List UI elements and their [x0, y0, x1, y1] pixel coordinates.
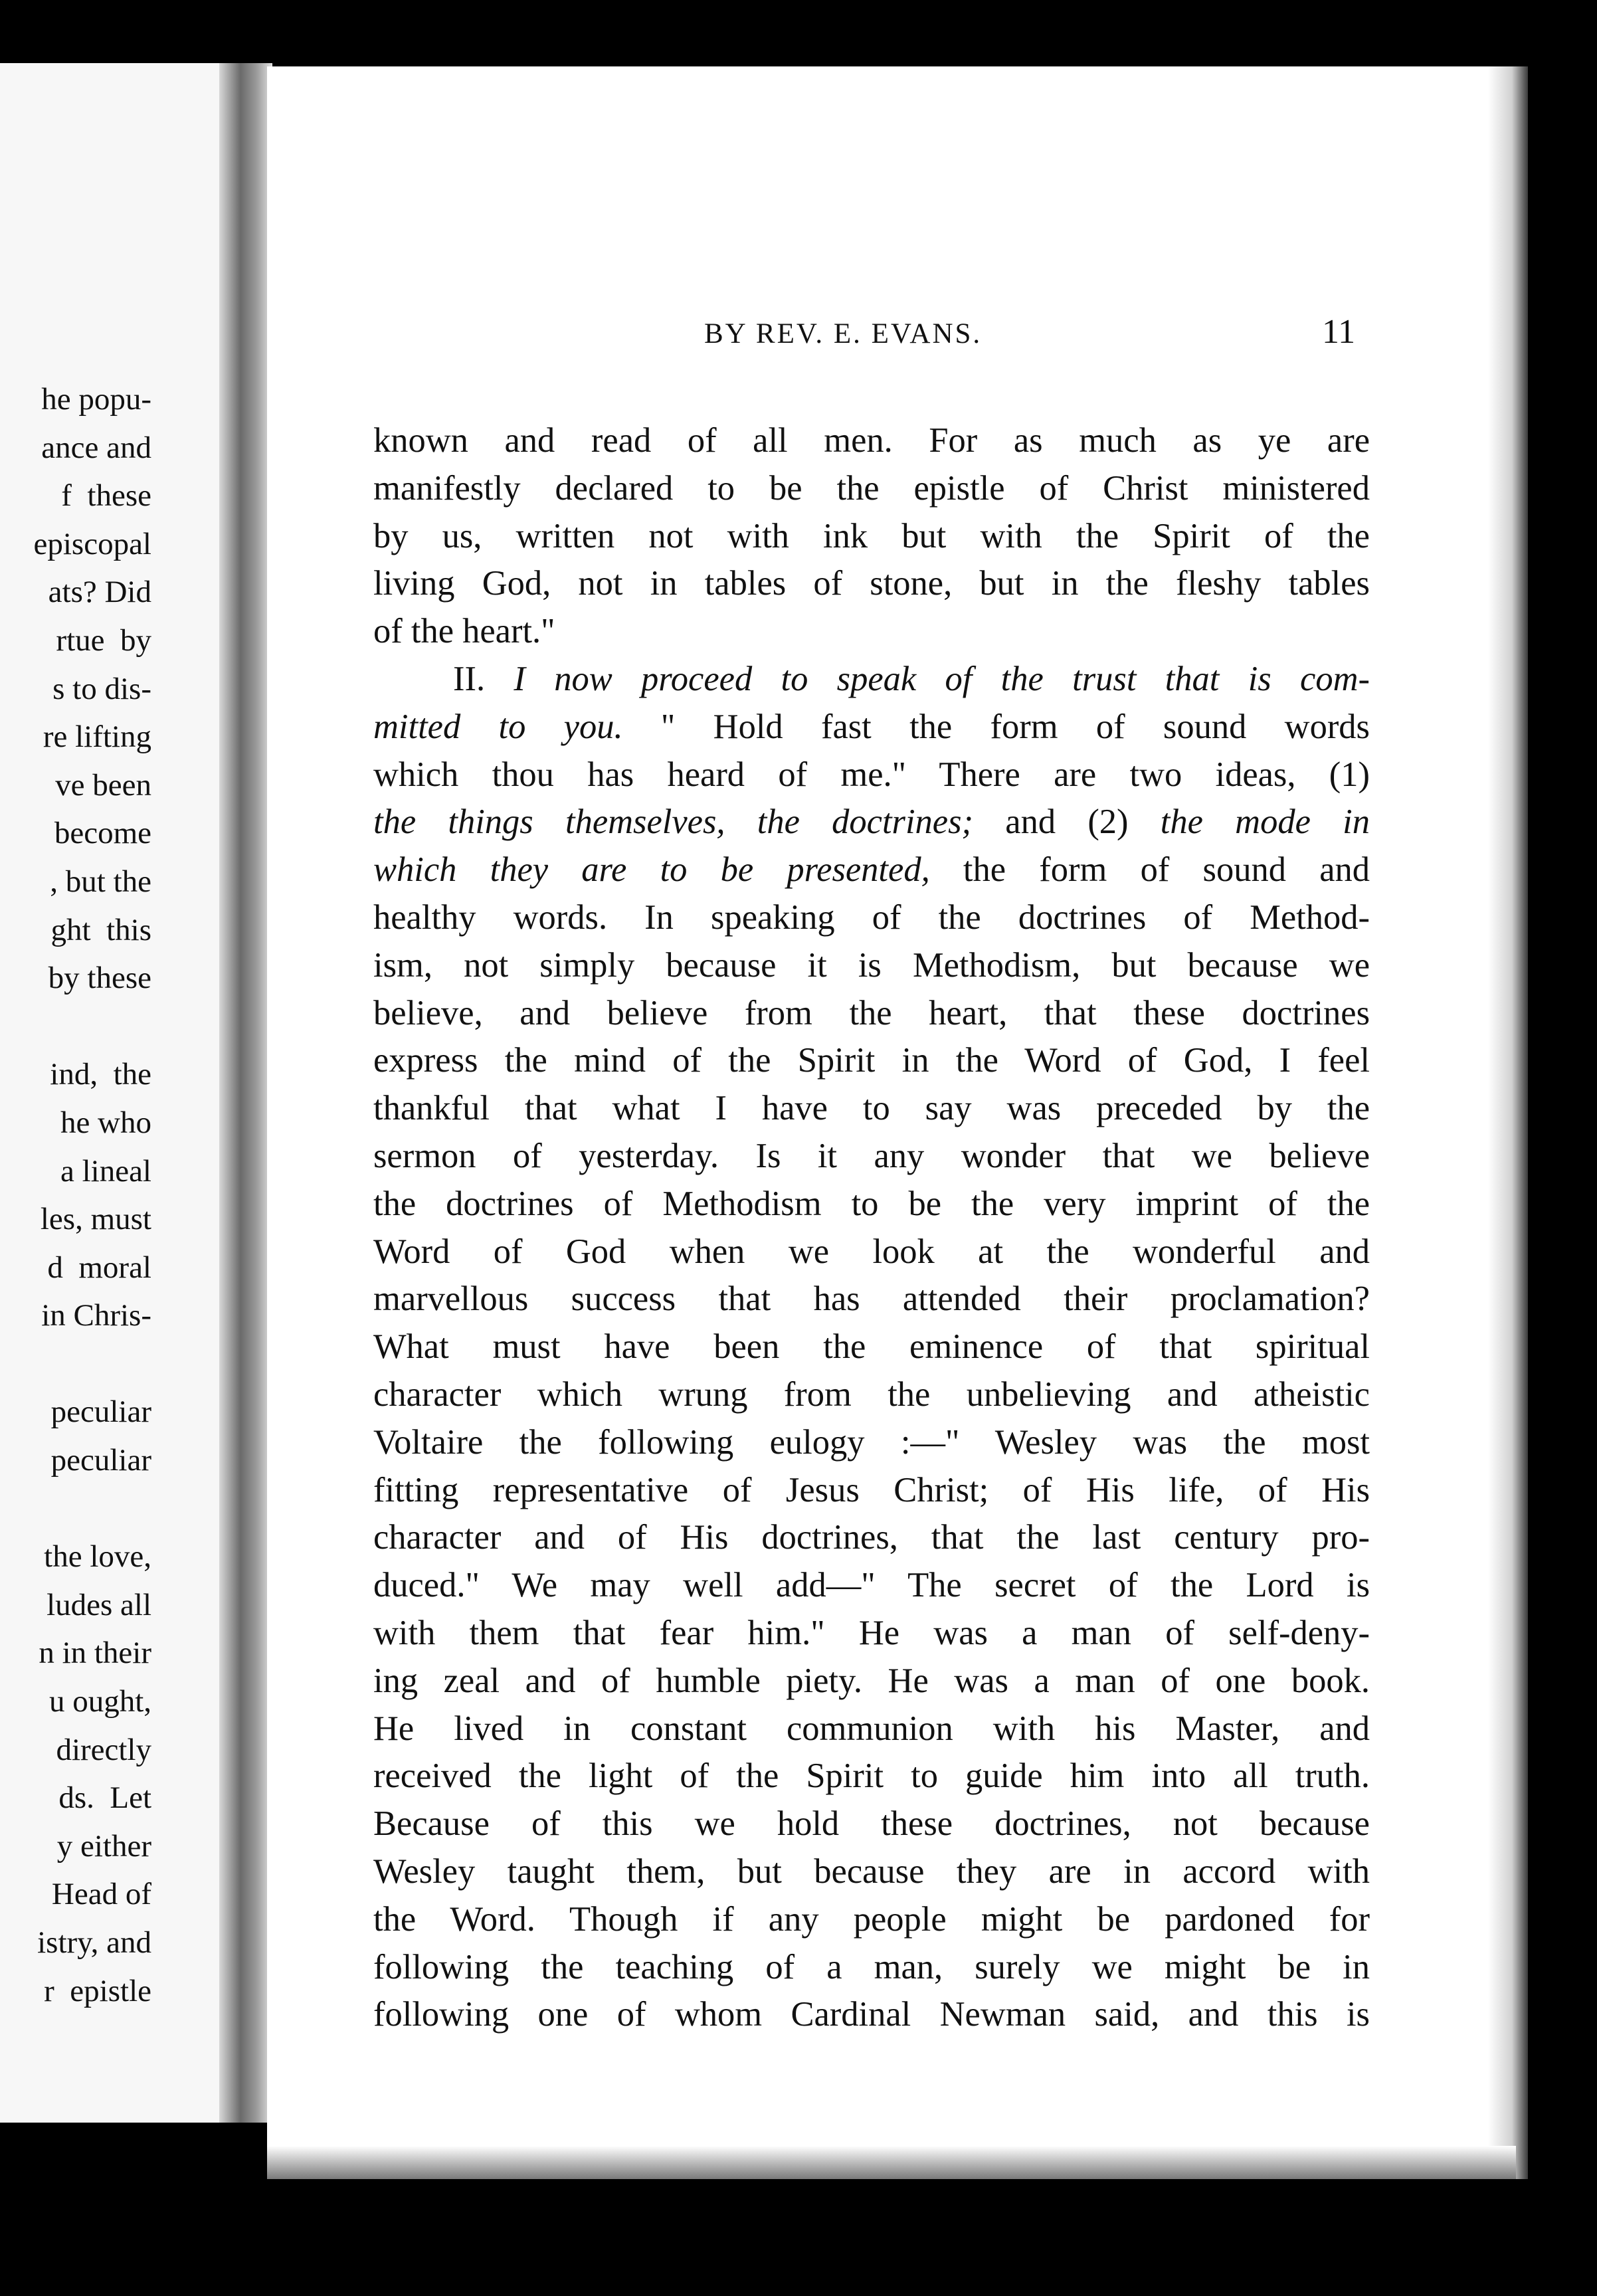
- previous-page-line: directly: [56, 1732, 151, 1767]
- previous-page-line: peculiar: [50, 1394, 151, 1430]
- text-line: following the teaching of a man, surely we might be in: [373, 1947, 1370, 1986]
- text-line: believe, and believe from the heart, that these doctrines: [373, 993, 1370, 1032]
- previous-page-line: the love,: [44, 1539, 151, 1575]
- text-run: " Hold fast the form of sound words: [622, 707, 1370, 746]
- previous-page-line: [0, 1485, 151, 1533]
- previous-page-line: ludes all: [47, 1587, 151, 1622]
- text-line: express the mind of the Spirit in the Word of God, I feel: [373, 1041, 1370, 1080]
- previous-page-line: d moral: [47, 1250, 151, 1285]
- previous-page-text: [0, 375, 151, 2015]
- previous-page-line: s to dis-: [52, 671, 151, 706]
- previous-page-line: he popu-: [41, 382, 151, 417]
- text-line: with them that fear him." He was a man of self-deny-: [373, 1613, 1370, 1652]
- previous-page-line: become: [54, 816, 151, 851]
- text-line: [373, 656, 1370, 704]
- text-line: Because of this we hold these doctrines, not because: [373, 1804, 1370, 1844]
- previous-page-line: les, must: [40, 1202, 151, 1237]
- previous-page-line: f these: [61, 478, 151, 514]
- previous-page-line: [0, 1340, 151, 1388]
- page-edge-shadow: [1488, 66, 1528, 2179]
- text-line: Word of God when we look at the wonderful and: [373, 1232, 1370, 1271]
- previous-page-line: a lineal: [60, 1153, 151, 1189]
- text-line: marvellous success that has attended their proclamation?: [373, 1280, 1370, 1319]
- section-number: II.: [453, 659, 514, 698]
- text-line: received the light of the Spirit to guide him into all truth.: [373, 1757, 1370, 1796]
- previous-page-line: y either: [56, 1828, 151, 1864]
- previous-page-line: rtue by: [56, 622, 151, 658]
- previous-page-line: ght this: [50, 912, 151, 947]
- text-run: and (2): [973, 803, 1161, 842]
- running-head: BY REV. E. EVANS.: [704, 318, 983, 349]
- text-run: the form of sound and: [929, 850, 1370, 890]
- italic-phrase: which they are to be presented,: [373, 850, 930, 890]
- italic-phrase: mitted to you.: [373, 707, 623, 746]
- previous-page-line: [0, 1003, 151, 1051]
- previous-page-line: episcopal: [33, 526, 151, 561]
- text-line: [373, 846, 1370, 894]
- previous-page-line: u ought,: [48, 1684, 151, 1719]
- text-line: following one of whom Cardinal Newman said, and this is: [373, 1995, 1370, 2034]
- italic-phrase: the mode in: [1160, 803, 1370, 842]
- text-line: of the heart.": [373, 612, 555, 651]
- previous-page-line: peculiar: [50, 1443, 151, 1478]
- text-line: living God, not in tables of stone, but in the fleshy tables: [373, 564, 1370, 603]
- text-line: healthy words. In speaking of the doctrines of Method-: [373, 898, 1370, 937]
- text-line: manifestly declared to be the epistle of Christ ministered: [373, 468, 1370, 508]
- text-line: thankful that what I have to say was preceded by the: [373, 1089, 1370, 1128]
- text-line: Wesley taught them, but because they are in accord with: [373, 1852, 1370, 1891]
- text-line: known and read of all men. For as much as ye are: [373, 421, 1370, 460]
- text-line: fitting representative of Jesus Christ; of His life, of His: [373, 1470, 1370, 1509]
- text-line: sermon of yesterday. Is it any wonder that we believe: [373, 1136, 1370, 1175]
- previous-page-line: , but the: [50, 864, 151, 899]
- book-gutter: [219, 63, 272, 2123]
- previous-page-line: re lifting: [43, 719, 151, 755]
- previous-page-line: ats? Did: [48, 575, 151, 610]
- text-line: ism, not simply because it is Methodism, but because we: [373, 945, 1370, 985]
- page-bottom-shadow: [267, 2146, 1516, 2179]
- previous-page-line: ance and: [41, 430, 151, 465]
- body-text: [373, 417, 1370, 2039]
- text-line: which thou has heard of me." There are two ideas, (1): [373, 755, 1370, 794]
- text-line: duced." We may well add—" The secret of the Lord is: [373, 1566, 1370, 1605]
- text-line: [373, 799, 1370, 846]
- previous-page-line: n in their: [39, 1636, 151, 1671]
- previous-page-line: r epistle: [44, 1973, 151, 2008]
- previous-page-line: he who: [60, 1105, 151, 1140]
- text-line: character which wrung from the unbelieving and atheistic: [373, 1375, 1370, 1414]
- text-line: Voltaire the following eulogy :—" Wesley was the most: [373, 1422, 1370, 1462]
- text-line: the Word. Though if any people might be pardoned for: [373, 1899, 1370, 1939]
- italic-phrase: I now proceed to speak of the trust that is com-: [514, 659, 1370, 698]
- text-line: [373, 704, 1370, 751]
- previous-page-line: ind, the: [50, 1057, 151, 1092]
- previous-page-line: in Chris-: [41, 1298, 151, 1333]
- text-line: He lived in constant communion with his Master, and: [373, 1709, 1370, 1748]
- text-line: What must have been the eminence of that spiritual: [373, 1327, 1370, 1367]
- previous-page-line: Head of: [51, 1877, 151, 1912]
- previous-page-line: by these: [48, 961, 151, 996]
- text-line: the doctrines of Methodism to be the very imprint of the: [373, 1184, 1370, 1223]
- previous-page-line: istry, and: [37, 1925, 151, 1960]
- page-number: 11: [1322, 313, 1356, 351]
- text-line: character and of His doctrines, that the last century pro-: [373, 1518, 1370, 1557]
- italic-phrase: the things themselves, the doctrines;: [373, 803, 974, 842]
- text-line: by us, written not with ink but with the Spirit of the: [373, 516, 1370, 555]
- previous-page-line: ve been: [55, 767, 151, 803]
- previous-page-line: ds. Let: [58, 1780, 151, 1816]
- text-line: ing zeal and of humble piety. He was a man of one book.: [373, 1661, 1370, 1700]
